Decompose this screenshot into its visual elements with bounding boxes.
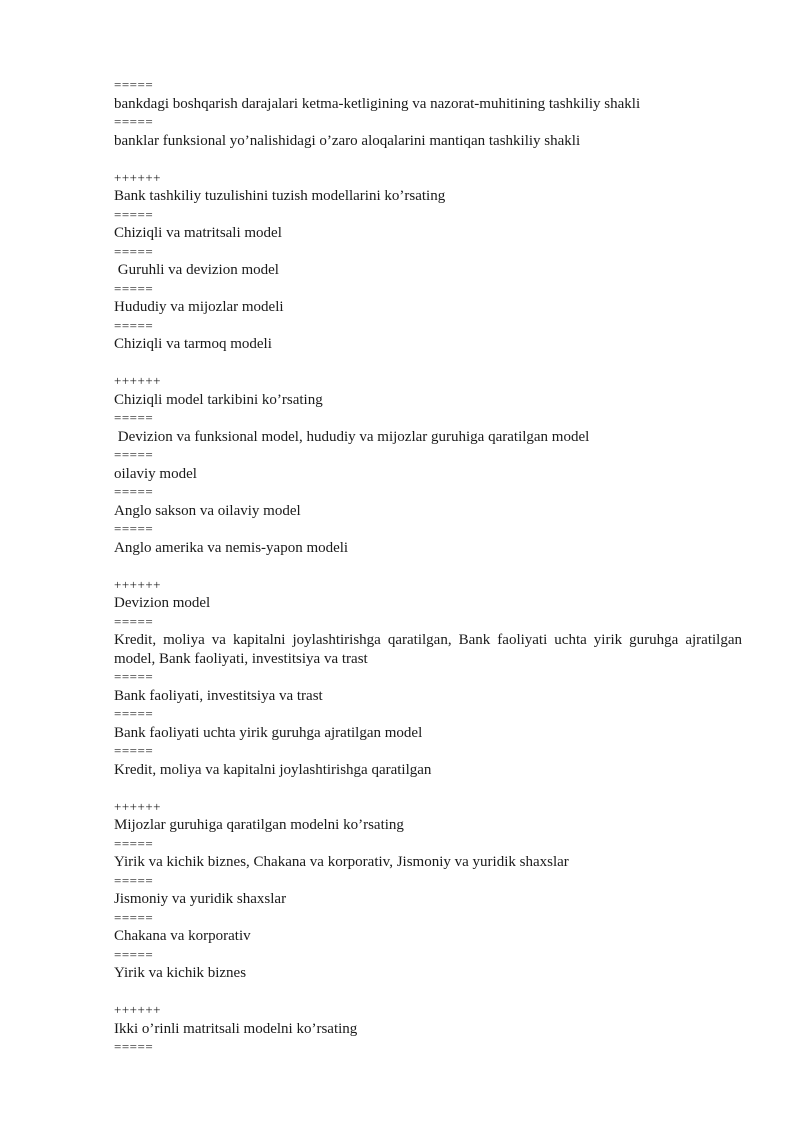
question-separator: ++++++	[114, 1002, 161, 1017]
answer-text: Kredit, moliya va kapitalni joylashtirishga qaratilgan, Bank faoliyati uchta yirik guruhga ajratilgan model, Bank faoliyati, investitsiya va trast	[114, 632, 742, 667]
question-separator: ++++++	[114, 576, 161, 592]
text-line: Chiziqli model tarkibini ko’rsating	[114, 391, 323, 408]
answer-separator: =====	[114, 706, 154, 721]
text-line: Devizion model	[114, 595, 211, 611]
answer-separator: =====	[114, 206, 154, 222]
text-line: Ikki o’rinli matritsali modelni ko’rsating	[114, 1020, 358, 1037]
answer-separator: =====	[114, 447, 154, 462]
answer-separator: =====	[114, 909, 154, 925]
text-line: banklar funksional yo’nalishidagi o’zaro aloqalarini mantiqan tashkiliy shakli	[114, 132, 581, 149]
question-separator: ++++++	[114, 798, 161, 814]
text-line: Bank faoliyati uchta yirik guruhga ajratilgan model	[114, 724, 423, 741]
text-line: Chiziqli va matritsali model	[114, 225, 282, 241]
answer-separator: =====	[114, 669, 154, 684]
text-line: Kredit, moliya va kapitalni joylashtirishga qaratilgan	[114, 761, 432, 778]
text-line: Yirik va kichik biznes, Chakana va korporativ, Jismoniy va yuridik shaxslar	[114, 854, 569, 870]
document-page	[114, 76, 742, 1057]
text-line: Anglo amerika va nemis-yapon modeli	[114, 539, 349, 556]
answer-separator: =====	[114, 946, 154, 962]
text-line: Jismoniy va yuridik shaxslar	[114, 891, 287, 907]
text-line: Bank faoliyati, investitsiya va trast	[114, 687, 323, 704]
question-separator: ++++++	[114, 169, 161, 185]
text-line: oilaviy model	[114, 465, 197, 482]
answer-separator: =====	[114, 872, 154, 888]
text-line: Chiziqli va tarmoq modeli	[114, 336, 272, 352]
text-line: Devizion va funksional model, hududiy va mijozlar guruhiga qaratilgan model	[114, 428, 590, 445]
answer-separator: =====	[114, 484, 154, 499]
text-line: bankdagi boshqarish darajalari ketma-ketligining va nazorat-muhitining tashkiliy shakli	[114, 95, 641, 112]
question-gap	[114, 557, 742, 576]
answer-separator: =====	[114, 114, 154, 129]
answer-separator: =====	[114, 613, 154, 629]
answer-separator: =====	[114, 317, 154, 333]
answer-separator: =====	[114, 835, 154, 851]
text-line: Hududiy va mijozlar modeli	[114, 299, 284, 315]
text-line: Guruhli va devizion model	[114, 262, 279, 278]
question-gap	[114, 150, 742, 169]
question-gap	[114, 354, 742, 373]
answer-separator: =====	[114, 743, 154, 758]
answer-separator: =====	[114, 243, 154, 259]
question-gap	[114, 779, 742, 798]
text-line: Mijozlar guruhiga qaratilgan modelni ko’rsating	[114, 817, 404, 833]
text-line: Yirik va kichik biznes	[114, 965, 247, 981]
question-separator: ++++++	[114, 373, 161, 388]
text-line: Anglo sakson va oilaviy model	[114, 502, 301, 519]
answer-separator: =====	[114, 280, 154, 296]
answer-separator: =====	[114, 1039, 154, 1054]
question-gap	[114, 983, 742, 1002]
answer-separator: =====	[114, 410, 154, 425]
text-line: Chakana va korporativ	[114, 928, 251, 944]
answer-separator: =====	[114, 521, 154, 536]
text-line: Bank tashkiliy tuzulishini tuzish modellarini ko’rsating	[114, 188, 446, 204]
answer-separator: =====	[114, 77, 154, 92]
